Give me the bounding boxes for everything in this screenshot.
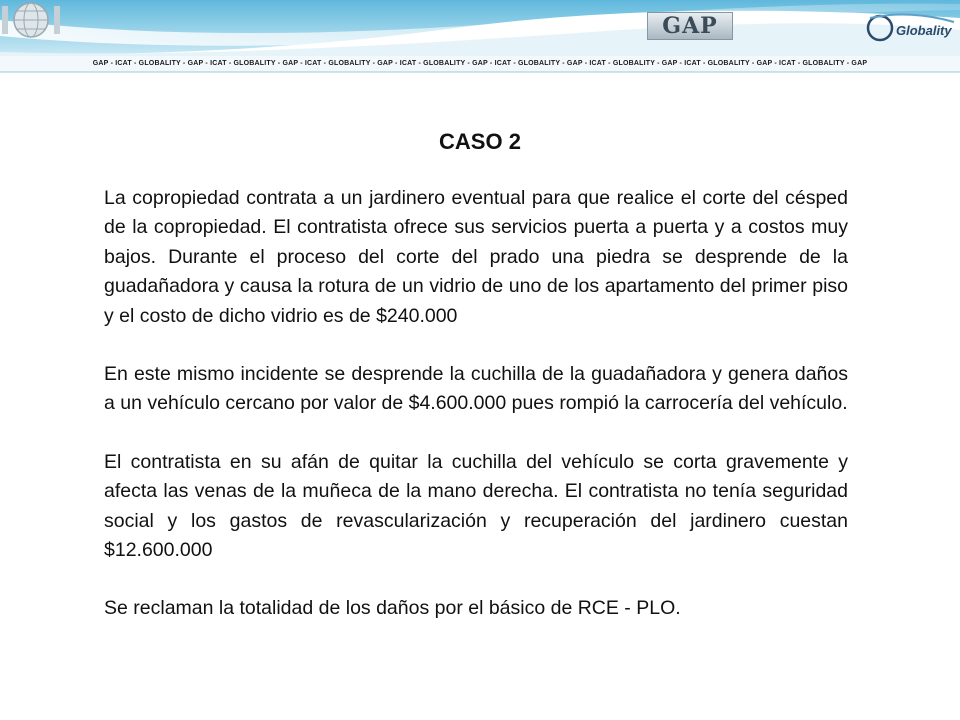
globality-logo: [866, 12, 956, 44]
paragraph-case-description: La copropiedad contrata a un jardinero eventual para que realice el corte del césped de la copropiedad. El contratista ofrece sus servicios puerta a puerta y a costos muy bajos. Durante el proceso del corte del prado una piedra se desprende de la guadañadora y causa la rotura de un vidrio de uno de los apartamento del primer piso y el costo de dicho vidrio es de $240.000: [104, 187, 848, 327]
paragraph-claim: Se reclaman la totalidad de los daños por el básico de RCE - PLO.: [104, 597, 681, 620]
paragraph-vehicle-damage: En este mismo incidente se desprende la cuchilla de la guadañadora y genera daños a un vehículo cercano por valor de $4.600.000 pues rompió la carrocería del vehículo.: [104, 363, 848, 415]
brand-ticker: GAP - ICAT - GLOBALITY - GAP - ICAT - GLOBALITY - GAP - ICAT - GLOBALITY - GAP - ICAT - GLOBALITY - GAP - ICAT - GLOBALITY - GAP - ICAT - GLOBALITY - GAP - ICAT - GLOBALITY - GAP - ICAT - GLOBALITY - GAP: [92, 60, 868, 67]
gap-logo: GAP: [647, 12, 733, 40]
globality-logo-text: Globality: [896, 23, 952, 38]
icat-globe-icon: [0, 0, 62, 40]
paragraph-contractor-injury: El contratista en su afán de quitar la cuchilla del vehículo se corta gravemente y afecta las venas de la muñeca de la mano derecha. El contratista no tenía seguridad social y los gastos de revascularización y recuperación del jardinero cuestan $12.600.000: [104, 450, 848, 562]
slide-title: CASO 2: [439, 129, 521, 154]
slide-body: [104, 184, 848, 624]
slide-header: [0, 0, 960, 78]
